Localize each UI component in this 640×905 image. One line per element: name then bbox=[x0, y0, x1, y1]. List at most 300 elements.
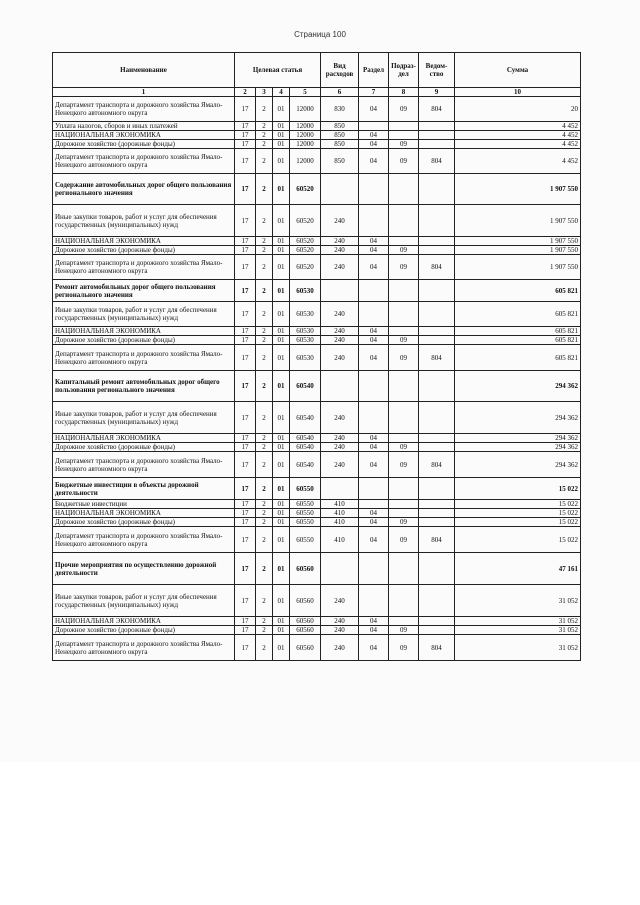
code-cell: 01 bbox=[273, 302, 290, 327]
subsection-cell bbox=[389, 280, 419, 302]
code-cell: 2 bbox=[256, 617, 273, 626]
section-cell bbox=[359, 371, 389, 402]
header-sum: Сумма bbox=[455, 53, 581, 88]
row-name-cell: Прочие мероприятия по осуществлению дорожной деятельности bbox=[53, 553, 235, 585]
header-department: Ведом-ство bbox=[419, 53, 455, 88]
row-name-cell: НАЦИОНАЛЬНАЯ ЭКОНОМИКА bbox=[53, 434, 235, 443]
code-cell: 17 bbox=[235, 443, 256, 452]
code-cell: 01 bbox=[273, 149, 290, 174]
code-cell: 60520 bbox=[290, 205, 321, 237]
expense-type-cell: 240 bbox=[321, 237, 359, 246]
section-cell bbox=[359, 122, 389, 131]
row-name-cell: Иные закупки товаров, работ и услуг для обеспечения государственных (муниципальных) нужд bbox=[53, 302, 235, 327]
header-expense-type: Вид расходов bbox=[321, 53, 359, 88]
department-cell bbox=[419, 131, 455, 140]
department-cell: 804 bbox=[419, 635, 455, 661]
sum-cell: 1 907 550 bbox=[455, 205, 581, 237]
code-cell: 2 bbox=[256, 402, 273, 434]
expense-type-cell bbox=[321, 174, 359, 205]
expense-type-cell: 240 bbox=[321, 617, 359, 626]
table-row bbox=[53, 237, 581, 246]
expense-type-cell bbox=[321, 280, 359, 302]
table-row bbox=[53, 617, 581, 626]
code-cell: 60560 bbox=[290, 553, 321, 585]
department-cell bbox=[419, 443, 455, 452]
code-cell: 01 bbox=[273, 336, 290, 345]
table-row bbox=[53, 371, 581, 402]
section-cell: 04 bbox=[359, 452, 389, 478]
subsection-cell bbox=[389, 509, 419, 518]
expense-type-cell: 410 bbox=[321, 518, 359, 527]
code-cell: 60540 bbox=[290, 452, 321, 478]
table-row bbox=[53, 302, 581, 327]
subsection-cell: 09 bbox=[389, 518, 419, 527]
row-name-cell: НАЦИОНАЛЬНАЯ ЭКОНОМИКА bbox=[53, 237, 235, 246]
code-cell: 2 bbox=[256, 585, 273, 617]
section-cell: 04 bbox=[359, 131, 389, 140]
row-name-cell: НАЦИОНАЛЬНАЯ ЭКОНОМИКА bbox=[53, 131, 235, 140]
section-cell: 04 bbox=[359, 518, 389, 527]
subsection-cell bbox=[389, 122, 419, 131]
code-cell: 2 bbox=[256, 527, 273, 553]
code-cell: 60540 bbox=[290, 402, 321, 434]
section-cell: 04 bbox=[359, 246, 389, 255]
code-cell: 2 bbox=[256, 345, 273, 371]
sum-cell: 605 821 bbox=[455, 327, 581, 336]
sum-cell: 294 362 bbox=[455, 371, 581, 402]
subsection-cell bbox=[389, 478, 419, 500]
table-row bbox=[53, 327, 581, 336]
table-row bbox=[53, 585, 581, 617]
column-number: 1 bbox=[53, 88, 235, 97]
department-cell bbox=[419, 500, 455, 509]
header-target: Целевая статья bbox=[235, 53, 321, 88]
code-cell: 01 bbox=[273, 122, 290, 131]
department-cell: 804 bbox=[419, 149, 455, 174]
sum-cell: 15 022 bbox=[455, 509, 581, 518]
section-cell bbox=[359, 478, 389, 500]
code-cell: 2 bbox=[256, 452, 273, 478]
row-name-cell: Дорожное хозяйство (дорожные фонды) bbox=[53, 336, 235, 345]
department-cell bbox=[419, 302, 455, 327]
code-cell: 60540 bbox=[290, 434, 321, 443]
section-cell: 04 bbox=[359, 336, 389, 345]
expense-type-cell: 240 bbox=[321, 452, 359, 478]
row-name-cell: Департамент транспорта и дорожного хозяйства Ямало-Ненецкого автономного округа bbox=[53, 97, 235, 122]
code-cell: 01 bbox=[273, 174, 290, 205]
column-number: 5 bbox=[290, 88, 321, 97]
code-cell: 2 bbox=[256, 626, 273, 635]
code-cell: 17 bbox=[235, 280, 256, 302]
sum-cell: 294 362 bbox=[455, 402, 581, 434]
table-row bbox=[53, 635, 581, 661]
department-cell bbox=[419, 509, 455, 518]
code-cell: 17 bbox=[235, 478, 256, 500]
department-cell bbox=[419, 617, 455, 626]
row-name-cell: Дорожное хозяйство (дорожные фонды) bbox=[53, 443, 235, 452]
code-cell: 2 bbox=[256, 434, 273, 443]
code-cell: 17 bbox=[235, 255, 256, 280]
code-cell: 17 bbox=[235, 585, 256, 617]
code-cell: 17 bbox=[235, 327, 256, 336]
row-name-cell: Дорожное хозяйство (дорожные фонды) bbox=[53, 626, 235, 635]
code-cell: 12000 bbox=[290, 140, 321, 149]
table-row bbox=[53, 131, 581, 140]
code-cell: 01 bbox=[273, 280, 290, 302]
code-cell: 60520 bbox=[290, 237, 321, 246]
code-cell: 17 bbox=[235, 509, 256, 518]
sum-cell: 605 821 bbox=[455, 345, 581, 371]
department-cell: 804 bbox=[419, 345, 455, 371]
code-cell: 60530 bbox=[290, 280, 321, 302]
code-cell: 17 bbox=[235, 302, 256, 327]
section-cell: 04 bbox=[359, 255, 389, 280]
section-cell: 04 bbox=[359, 617, 389, 626]
expense-type-cell: 240 bbox=[321, 302, 359, 327]
code-cell: 17 bbox=[235, 371, 256, 402]
table-row bbox=[53, 205, 581, 237]
code-cell: 60540 bbox=[290, 371, 321, 402]
sum-cell: 294 362 bbox=[455, 452, 581, 478]
code-cell: 17 bbox=[235, 97, 256, 122]
table-row bbox=[53, 345, 581, 371]
column-number: 6 bbox=[321, 88, 359, 97]
department-cell bbox=[419, 336, 455, 345]
code-cell: 01 bbox=[273, 402, 290, 434]
sum-cell: 605 821 bbox=[455, 280, 581, 302]
subsection-cell bbox=[389, 617, 419, 626]
code-cell: 60560 bbox=[290, 585, 321, 617]
subsection-cell bbox=[389, 174, 419, 205]
subsection-cell bbox=[389, 131, 419, 140]
subsection-cell: 09 bbox=[389, 97, 419, 122]
expense-type-cell: 240 bbox=[321, 402, 359, 434]
code-cell: 60530 bbox=[290, 336, 321, 345]
row-name-cell: Департамент транспорта и дорожного хозяйства Ямало-Ненецкого автономного округа bbox=[53, 452, 235, 478]
department-cell bbox=[419, 140, 455, 149]
subsection-cell: 09 bbox=[389, 635, 419, 661]
code-cell: 17 bbox=[235, 617, 256, 626]
row-name-cell: Департамент транспорта и дорожного хозяйства Ямало-Ненецкого автономного округа bbox=[53, 635, 235, 661]
section-cell: 04 bbox=[359, 434, 389, 443]
subsection-cell bbox=[389, 205, 419, 237]
column-number: 2 bbox=[235, 88, 256, 97]
code-cell: 17 bbox=[235, 345, 256, 371]
department-cell bbox=[419, 626, 455, 635]
subsection-cell bbox=[389, 237, 419, 246]
department-cell bbox=[419, 246, 455, 255]
row-name-cell: Иные закупки товаров, работ и услуг для обеспечения государственных (муниципальных) нужд bbox=[53, 205, 235, 237]
code-cell: 01 bbox=[273, 97, 290, 122]
code-cell: 17 bbox=[235, 527, 256, 553]
sum-cell: 4 452 bbox=[455, 140, 581, 149]
sum-cell: 31 052 bbox=[455, 635, 581, 661]
department-cell: 804 bbox=[419, 527, 455, 553]
code-cell: 01 bbox=[273, 553, 290, 585]
code-cell: 60550 bbox=[290, 500, 321, 509]
subsection-cell bbox=[389, 371, 419, 402]
code-cell: 60550 bbox=[290, 509, 321, 518]
subsection-cell: 09 bbox=[389, 452, 419, 478]
row-name-cell: Уплата налогов, сборов и иных платежей bbox=[53, 122, 235, 131]
expense-type-cell: 240 bbox=[321, 345, 359, 371]
department-cell bbox=[419, 434, 455, 443]
code-cell: 01 bbox=[273, 635, 290, 661]
column-number: 7 bbox=[359, 88, 389, 97]
column-number: 4 bbox=[273, 88, 290, 97]
row-name-cell: Иные закупки товаров, работ и услуг для обеспечения государственных (муниципальных) нужд bbox=[53, 585, 235, 617]
code-cell: 12000 bbox=[290, 149, 321, 174]
expense-type-cell bbox=[321, 553, 359, 585]
table-row bbox=[53, 149, 581, 174]
department-cell bbox=[419, 327, 455, 336]
code-cell: 12000 bbox=[290, 122, 321, 131]
subsection-cell: 09 bbox=[389, 140, 419, 149]
subsection-cell bbox=[389, 327, 419, 336]
code-cell: 2 bbox=[256, 478, 273, 500]
column-number: 10 bbox=[455, 88, 581, 97]
table-row bbox=[53, 553, 581, 585]
code-cell: 60520 bbox=[290, 255, 321, 280]
code-cell: 01 bbox=[273, 131, 290, 140]
table-row bbox=[53, 280, 581, 302]
sum-cell: 1 907 550 bbox=[455, 237, 581, 246]
subsection-cell bbox=[389, 553, 419, 585]
code-cell: 2 bbox=[256, 553, 273, 585]
sum-cell: 294 362 bbox=[455, 434, 581, 443]
header-name: Наименование bbox=[53, 53, 235, 88]
section-cell: 04 bbox=[359, 509, 389, 518]
code-cell: 60530 bbox=[290, 302, 321, 327]
code-cell: 01 bbox=[273, 509, 290, 518]
code-cell: 60560 bbox=[290, 626, 321, 635]
department-cell bbox=[419, 371, 455, 402]
code-cell: 01 bbox=[273, 327, 290, 336]
sum-cell: 20 bbox=[455, 97, 581, 122]
code-cell: 01 bbox=[273, 478, 290, 500]
department-cell bbox=[419, 478, 455, 500]
code-cell: 01 bbox=[273, 617, 290, 626]
subsection-cell bbox=[389, 500, 419, 509]
code-cell: 01 bbox=[273, 518, 290, 527]
code-cell: 60550 bbox=[290, 478, 321, 500]
column-number-row bbox=[53, 88, 581, 97]
column-number: 9 bbox=[419, 88, 455, 97]
code-cell: 01 bbox=[273, 452, 290, 478]
code-cell: 17 bbox=[235, 553, 256, 585]
code-cell: 17 bbox=[235, 140, 256, 149]
column-number: 3 bbox=[256, 88, 273, 97]
sum-cell: 294 362 bbox=[455, 443, 581, 452]
code-cell: 01 bbox=[273, 140, 290, 149]
section-cell: 04 bbox=[359, 626, 389, 635]
code-cell: 2 bbox=[256, 255, 273, 280]
code-cell: 60560 bbox=[290, 617, 321, 626]
expense-type-cell: 830 bbox=[321, 97, 359, 122]
sum-cell: 15 022 bbox=[455, 500, 581, 509]
table-row bbox=[53, 452, 581, 478]
code-cell: 2 bbox=[256, 371, 273, 402]
code-cell: 01 bbox=[273, 371, 290, 402]
code-cell: 17 bbox=[235, 237, 256, 246]
code-cell: 2 bbox=[256, 205, 273, 237]
code-cell: 2 bbox=[256, 518, 273, 527]
row-name-cell: НАЦИОНАЛЬНАЯ ЭКОНОМИКА bbox=[53, 509, 235, 518]
subsection-cell bbox=[389, 402, 419, 434]
expense-type-cell: 240 bbox=[321, 635, 359, 661]
table-row bbox=[53, 527, 581, 553]
row-name-cell: Департамент транспорта и дорожного хозяйства Ямало-Ненецкого автономного округа bbox=[53, 527, 235, 553]
code-cell: 2 bbox=[256, 509, 273, 518]
row-name-cell: Бюджетные инвестиции bbox=[53, 500, 235, 509]
code-cell: 2 bbox=[256, 237, 273, 246]
subsection-cell: 09 bbox=[389, 149, 419, 174]
subsection-cell bbox=[389, 302, 419, 327]
subsection-cell: 09 bbox=[389, 443, 419, 452]
expense-type-cell: 410 bbox=[321, 509, 359, 518]
code-cell: 2 bbox=[256, 500, 273, 509]
code-cell: 01 bbox=[273, 443, 290, 452]
department-cell: 804 bbox=[419, 452, 455, 478]
sum-cell: 15 022 bbox=[455, 527, 581, 553]
code-cell: 17 bbox=[235, 635, 256, 661]
page-label: Страница 100 bbox=[294, 30, 346, 39]
section-cell bbox=[359, 585, 389, 617]
code-cell: 17 bbox=[235, 452, 256, 478]
department-cell bbox=[419, 518, 455, 527]
code-cell: 17 bbox=[235, 336, 256, 345]
department-cell bbox=[419, 402, 455, 434]
subsection-cell: 09 bbox=[389, 255, 419, 280]
code-cell: 01 bbox=[273, 585, 290, 617]
code-cell: 2 bbox=[256, 97, 273, 122]
code-cell: 12000 bbox=[290, 97, 321, 122]
section-cell bbox=[359, 553, 389, 585]
sum-cell: 1 907 550 bbox=[455, 246, 581, 255]
sum-cell: 31 052 bbox=[455, 585, 581, 617]
expense-type-cell: 240 bbox=[321, 626, 359, 635]
code-cell: 60520 bbox=[290, 174, 321, 205]
section-cell bbox=[359, 500, 389, 509]
row-name-cell: Департамент транспорта и дорожного хозяйства Ямало-Ненецкого автономного округа bbox=[53, 149, 235, 174]
expense-type-cell: 240 bbox=[321, 443, 359, 452]
sum-cell: 47 161 bbox=[455, 553, 581, 585]
header-section: Раздел bbox=[359, 53, 389, 88]
code-cell: 17 bbox=[235, 402, 256, 434]
subsection-cell: 09 bbox=[389, 527, 419, 553]
expense-type-cell: 850 bbox=[321, 122, 359, 131]
sum-cell: 4 452 bbox=[455, 149, 581, 174]
expense-type-cell: 240 bbox=[321, 434, 359, 443]
code-cell: 60530 bbox=[290, 327, 321, 336]
code-cell: 01 bbox=[273, 500, 290, 509]
sum-cell: 605 821 bbox=[455, 302, 581, 327]
code-cell: 2 bbox=[256, 246, 273, 255]
sum-cell: 1 907 550 bbox=[455, 174, 581, 205]
section-cell: 04 bbox=[359, 345, 389, 371]
section-cell bbox=[359, 205, 389, 237]
expense-type-cell bbox=[321, 478, 359, 500]
row-name-cell: Бюджетные инвестиции в объекты дорожной деятельности bbox=[53, 478, 235, 500]
department-cell bbox=[419, 122, 455, 131]
code-cell: 60550 bbox=[290, 518, 321, 527]
expense-type-cell bbox=[321, 371, 359, 402]
code-cell: 60520 bbox=[290, 246, 321, 255]
expense-type-cell: 410 bbox=[321, 500, 359, 509]
expense-type-cell: 240 bbox=[321, 585, 359, 617]
code-cell: 17 bbox=[235, 434, 256, 443]
code-cell: 60550 bbox=[290, 527, 321, 553]
section-cell: 04 bbox=[359, 527, 389, 553]
department-cell bbox=[419, 174, 455, 205]
table-row bbox=[53, 122, 581, 131]
table-row bbox=[53, 443, 581, 452]
code-cell: 17 bbox=[235, 246, 256, 255]
column-number: 8 bbox=[389, 88, 419, 97]
sum-cell: 15 022 bbox=[455, 518, 581, 527]
code-cell: 17 bbox=[235, 122, 256, 131]
department-cell bbox=[419, 205, 455, 237]
sum-cell: 4 452 bbox=[455, 131, 581, 140]
department-cell bbox=[419, 585, 455, 617]
sum-cell: 1 907 550 bbox=[455, 255, 581, 280]
table-row bbox=[53, 402, 581, 434]
expense-type-cell: 240 bbox=[321, 246, 359, 255]
subsection-cell bbox=[389, 434, 419, 443]
subsection-cell: 09 bbox=[389, 336, 419, 345]
section-cell bbox=[359, 302, 389, 327]
department-cell bbox=[419, 237, 455, 246]
code-cell: 60530 bbox=[290, 345, 321, 371]
table-row bbox=[53, 478, 581, 500]
code-cell: 01 bbox=[273, 205, 290, 237]
expense-type-cell: 240 bbox=[321, 255, 359, 280]
code-cell: 01 bbox=[273, 527, 290, 553]
section-cell bbox=[359, 402, 389, 434]
code-cell: 01 bbox=[273, 255, 290, 280]
code-cell: 2 bbox=[256, 302, 273, 327]
section-cell bbox=[359, 280, 389, 302]
code-cell: 2 bbox=[256, 174, 273, 205]
section-cell: 04 bbox=[359, 97, 389, 122]
code-cell: 2 bbox=[256, 635, 273, 661]
code-cell: 2 bbox=[256, 336, 273, 345]
row-name-cell: Капитальный ремонт автомобильных дорог общего пользования регионального значения bbox=[53, 371, 235, 402]
sum-cell: 605 821 bbox=[455, 336, 581, 345]
code-cell: 60540 bbox=[290, 443, 321, 452]
code-cell: 01 bbox=[273, 345, 290, 371]
code-cell: 2 bbox=[256, 280, 273, 302]
row-name-cell: Департамент транспорта и дорожного хозяйства Ямало-Ненецкого автономного округа bbox=[53, 345, 235, 371]
row-name-cell: Ремонт автомобильных дорог общего пользования регионального значения bbox=[53, 280, 235, 302]
code-cell: 01 bbox=[273, 246, 290, 255]
code-cell: 01 bbox=[273, 237, 290, 246]
section-cell: 04 bbox=[359, 443, 389, 452]
section-cell: 04 bbox=[359, 327, 389, 336]
code-cell: 17 bbox=[235, 518, 256, 527]
code-cell: 2 bbox=[256, 443, 273, 452]
code-cell: 17 bbox=[235, 149, 256, 174]
subsection-cell: 09 bbox=[389, 246, 419, 255]
sum-cell: 31 052 bbox=[455, 626, 581, 635]
table-row bbox=[53, 255, 581, 280]
subsection-cell: 09 bbox=[389, 626, 419, 635]
budget-table bbox=[52, 52, 581, 661]
header-subsection: Подраз-дел bbox=[389, 53, 419, 88]
code-cell: 2 bbox=[256, 122, 273, 131]
code-cell: 2 bbox=[256, 149, 273, 174]
expense-type-cell: 240 bbox=[321, 205, 359, 237]
